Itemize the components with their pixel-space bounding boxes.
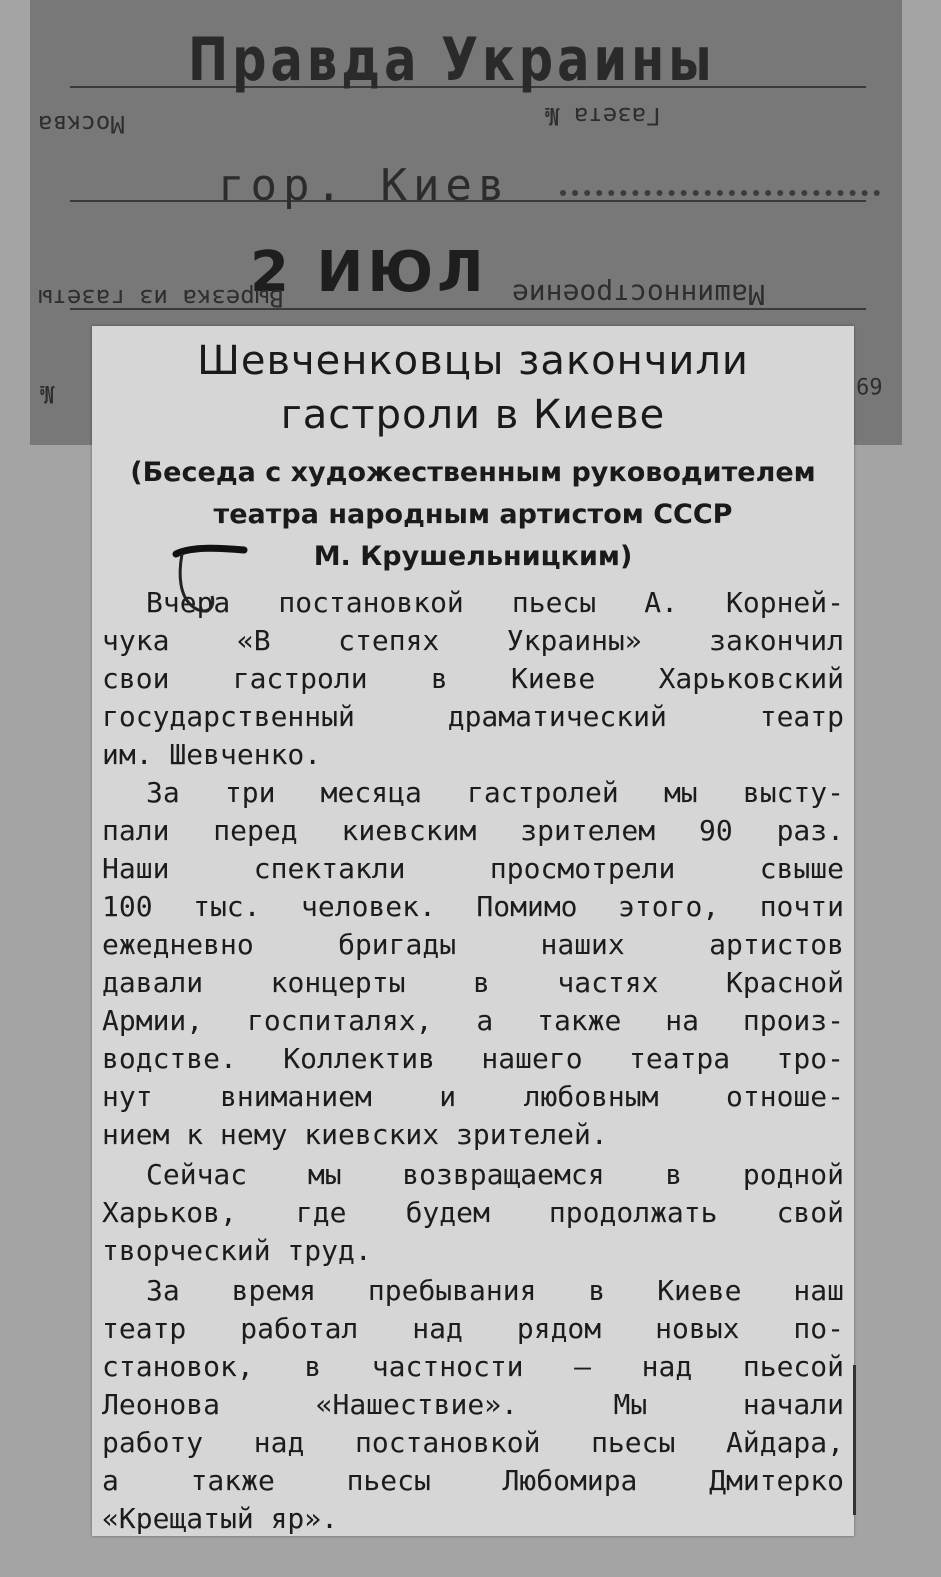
body-line: За время пребывания в Киеве наш: [146, 1274, 844, 1307]
body-line: творческий труд.: [102, 1234, 372, 1267]
dotted-fill-line: [560, 180, 880, 196]
body-line: водстве. Коллектив нашего театра тро-: [102, 1042, 844, 1075]
body-line: 100 тыс. человек. Помимо этого, почти: [102, 890, 844, 923]
body-line: Харьков, где будем продолжать свой: [102, 1196, 844, 1229]
body-line: нием к нему киевских зрителей.: [102, 1118, 608, 1151]
body-line: свои гастроли в Киеве Харьковский: [102, 662, 844, 695]
newspaper-name-stamp: Правда Украины: [188, 25, 716, 95]
body-line: «Крещатый яр».: [102, 1502, 339, 1535]
body-line: Леонова «Нашествие». Мы начали: [102, 1388, 844, 1421]
body-line: государственный драматический театр: [102, 700, 844, 733]
headline-line: гастроли в Киеве: [280, 392, 666, 438]
body-line: работу над постановкой пьесы Айдара,: [102, 1426, 844, 1459]
body-line: пали перед киевским зрителем 90 раз.: [102, 814, 844, 847]
label-number-mirrored: 69: [856, 372, 883, 397]
body-line: Вчера постановкой пьесы А. Корней-: [146, 586, 844, 619]
label-circulation-mirrored: Машинностроение: [512, 278, 765, 311]
body-line: а также пьесы Любомира Дмитерко: [102, 1464, 844, 1497]
subhead-line: театра народным артистом СССР: [213, 499, 733, 530]
handwritten-ink-mark: [172, 536, 252, 624]
body-line: ежедневно бригады наших артистов: [102, 928, 844, 961]
headline-line: Шевченковцы закончили: [197, 338, 749, 384]
body-line: Наши спектакли просмотрели свыше: [102, 852, 844, 885]
body-line: давали концерты в частях Красной: [102, 966, 844, 999]
label-gazeta-mirrored: Газета №: [545, 102, 661, 130]
date-stamp: 2 ИЮЛ: [250, 240, 488, 305]
body-line: нут вниманием и любовным отноше-: [102, 1080, 844, 1113]
subhead-line: (Беседа с художественным руководителем: [130, 457, 816, 488]
label-no-mirrored: №: [40, 380, 55, 408]
label-city-mirrored: Москва: [38, 110, 125, 138]
label-city-line: гор. Киев: [218, 160, 511, 211]
label-cutting-mirrored: Вырезка из газеты: [38, 284, 284, 312]
body-line: театр работал над рядом новых по-: [102, 1312, 844, 1345]
body-line: чука «В степях Украины» закончил: [102, 624, 844, 657]
body-line: им. Шевченко.: [102, 738, 322, 771]
body-line: Армии, госпиталях, а также на произ-: [102, 1004, 844, 1037]
body-line: Сейчас мы возвращаемся в родной: [146, 1158, 844, 1191]
body-line: становок, в частности — над пьесой: [102, 1350, 844, 1383]
newspaper-clipping: [92, 326, 854, 1536]
subhead-line: М. Крушельницким): [313, 541, 633, 572]
margin-bar: [853, 1365, 856, 1515]
body-line: За три месяца гастролей мы высту-: [146, 776, 844, 809]
